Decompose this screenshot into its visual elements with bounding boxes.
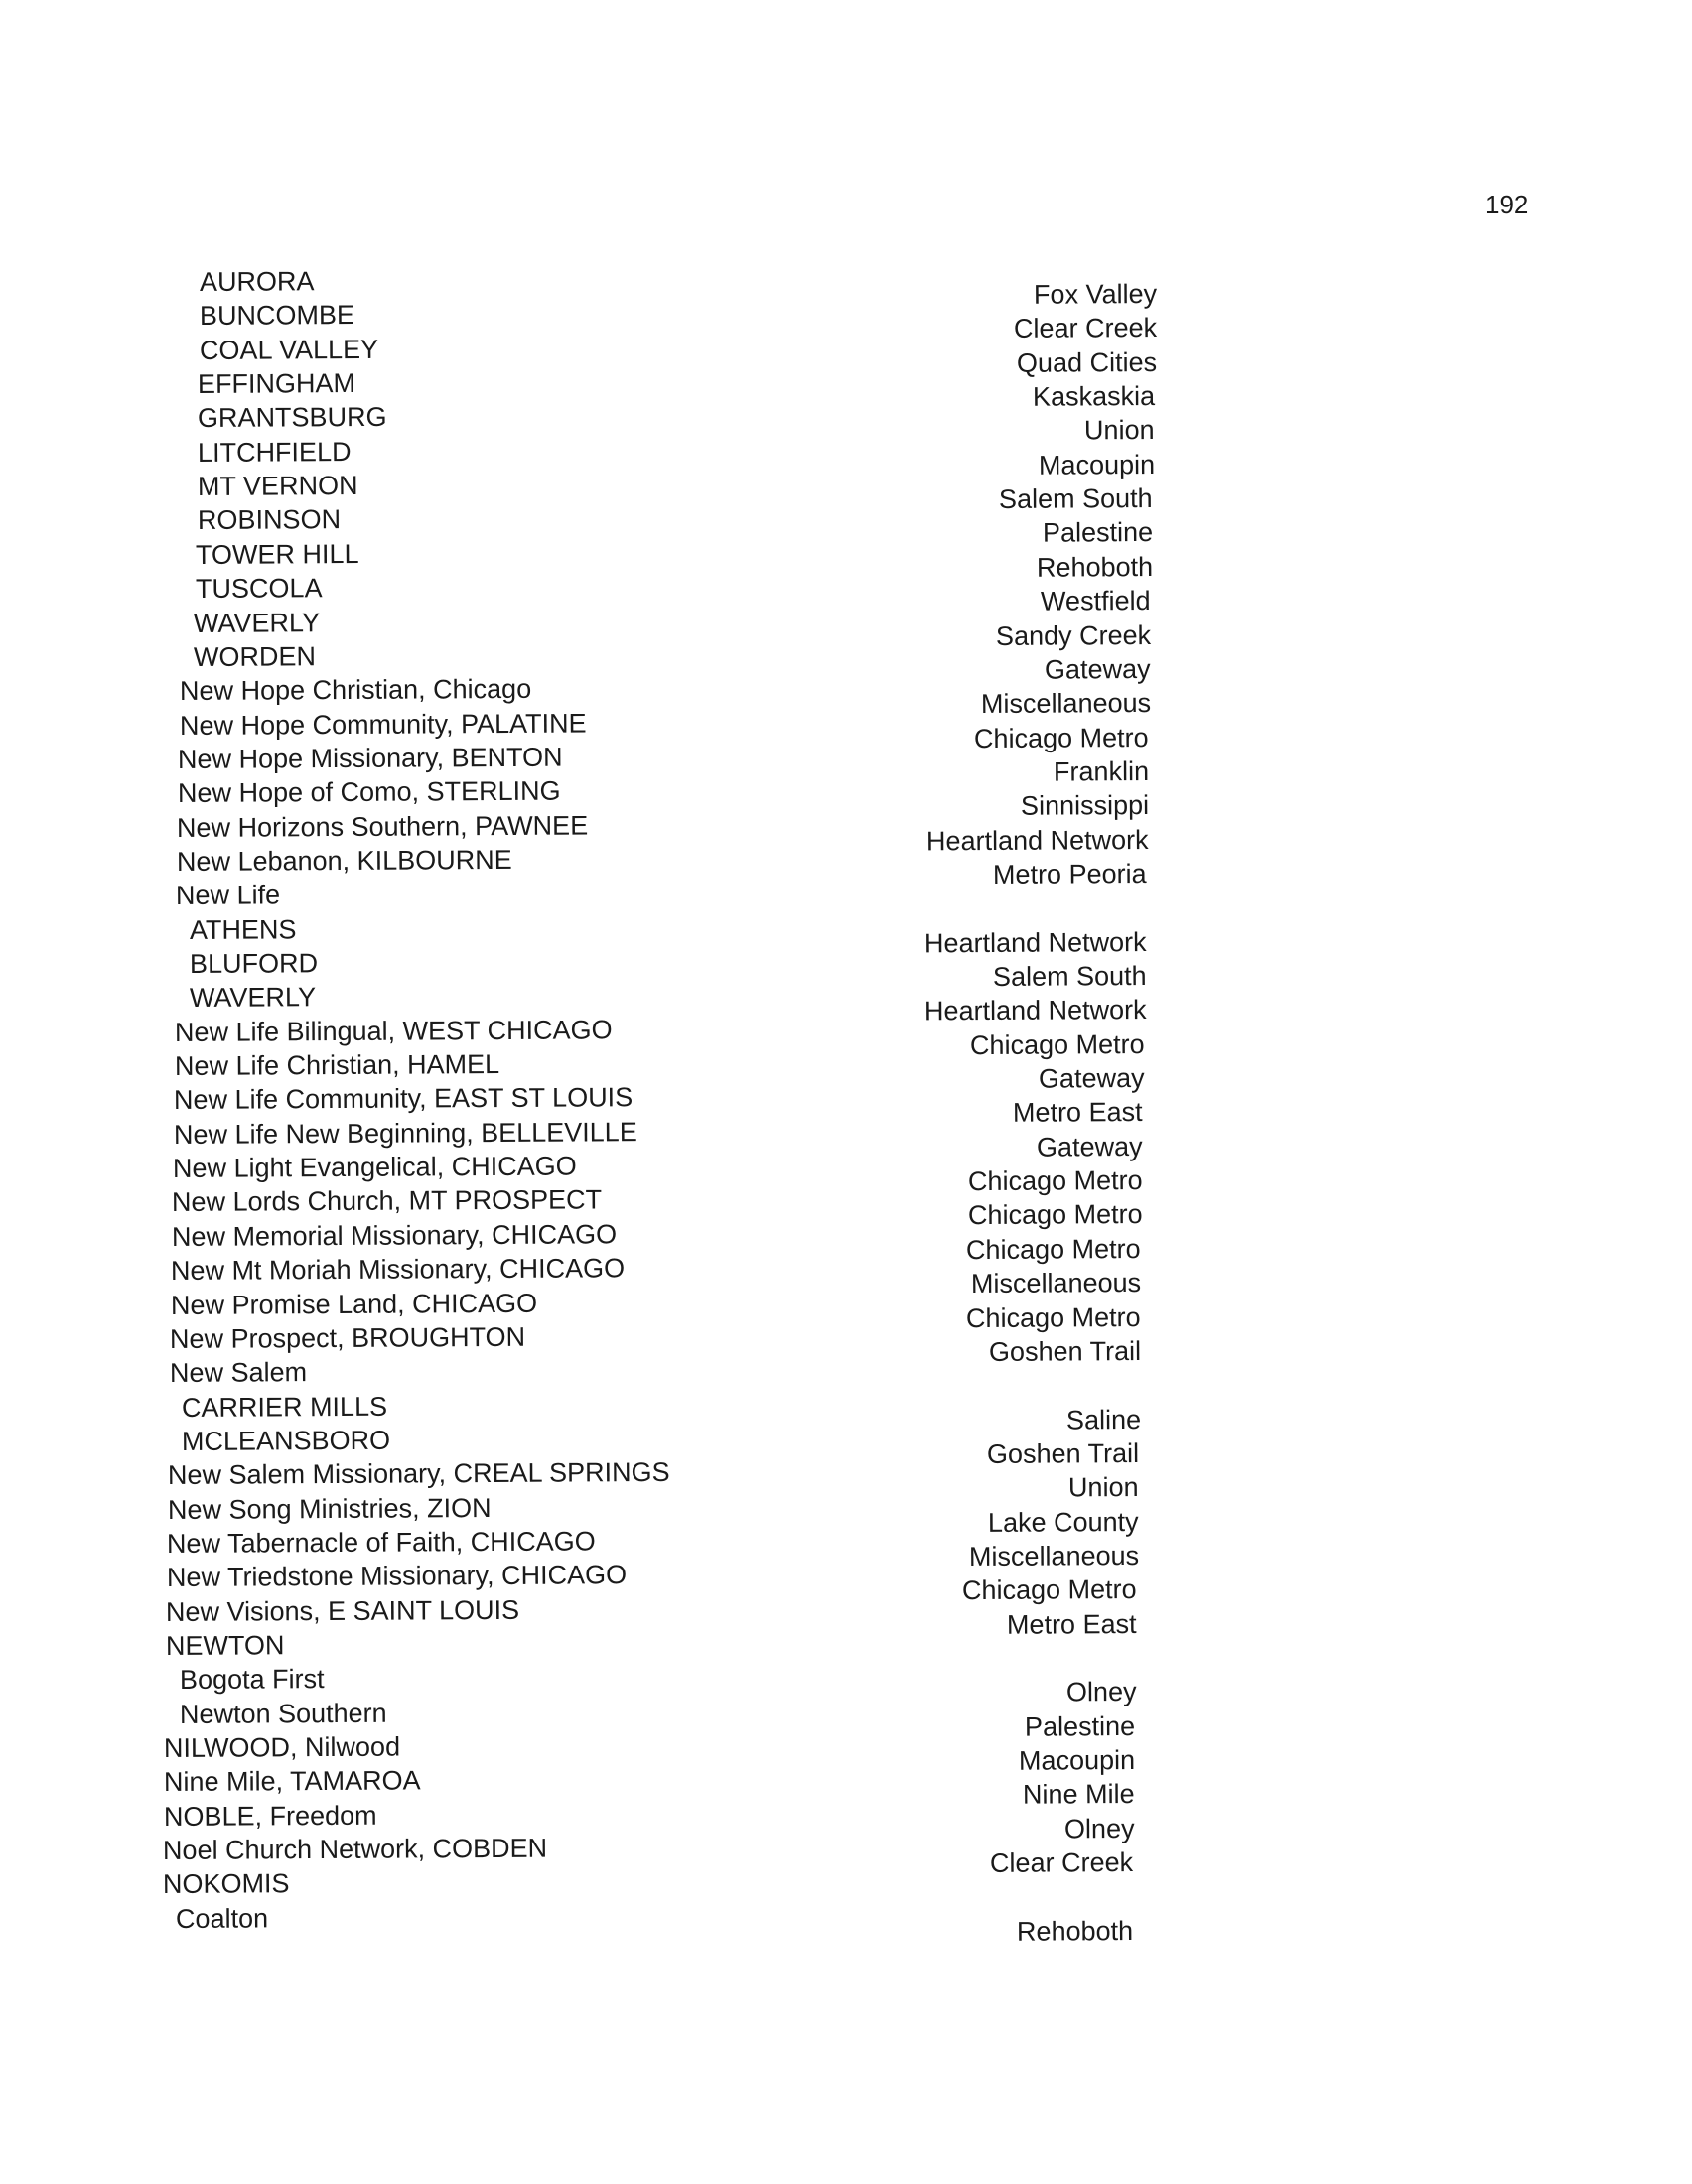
page-number: 192 <box>1485 190 1529 219</box>
entry-name: New Hope Christian, Chicago <box>179 673 532 706</box>
entry-association: Fox Valley <box>1033 279 1158 310</box>
entry-association: Clear Creek <box>989 1847 1134 1878</box>
entry-association: Salem South <box>999 483 1154 514</box>
entry-name: TUSCOLA <box>195 573 323 604</box>
entry-association: Miscellaneous <box>980 688 1152 720</box>
entry-association: Heartland Network <box>924 995 1148 1026</box>
entry-name: New Light Evangelical, CHICAGO <box>172 1151 577 1183</box>
entry-name: Coalton <box>175 1903 269 1934</box>
entry-association: Miscellaneous <box>970 1268 1142 1299</box>
entry-name: Nine Mile, TAMAROA <box>163 1765 421 1797</box>
entry-association: Gateway <box>1037 1132 1144 1162</box>
entry-name: Bogota First <box>179 1664 325 1695</box>
entry-association: Clear Creek <box>1013 313 1158 343</box>
entry-association: Chicago Metro <box>968 1165 1144 1197</box>
entry-name: ROBINSON <box>197 504 342 535</box>
entry-name: COAL VALLEY <box>199 334 379 365</box>
entry-name: New Salem <box>169 1357 308 1388</box>
entry-association: Sinnissippi <box>1020 790 1150 821</box>
entry-name: New Promise Land, CHICAGO <box>170 1288 538 1320</box>
entry-association: Westfield <box>1041 586 1152 616</box>
entry-name: BLUFORD <box>189 948 319 979</box>
entry-association: Goshen Trail <box>988 1336 1142 1367</box>
entry-association: Nine Mile <box>1023 1779 1136 1810</box>
entry-association: Olney <box>1066 1677 1138 1707</box>
entry-name: New Salem Missionary, CREAL SPRINGS <box>167 1456 670 1490</box>
entry-name: New Hope Community, PALATINE <box>179 708 587 741</box>
entry-name: NOBLE, Freedom <box>163 1800 377 1832</box>
entry-association: Gateway <box>1039 1063 1146 1094</box>
entry-name: New Mt Moriah Missionary, CHICAGO <box>170 1253 626 1286</box>
entry-association: Palestine <box>1042 517 1154 548</box>
entry-association: Quad Cities <box>1016 347 1158 378</box>
entry-name: MCLEANSBORO <box>181 1425 391 1456</box>
entry-name: New Tabernacle of Faith, CHICAGO <box>166 1526 596 1559</box>
entry-name: New Life Community, EAST ST LOUIS <box>173 1082 634 1115</box>
entry-name: New Memorial Missionary, CHICAGO <box>171 1219 618 1252</box>
entry-association: Union <box>1084 415 1156 446</box>
entry-name: New Hope Missionary, BENTON <box>177 742 563 774</box>
entry-association: Heartland Network <box>926 825 1150 857</box>
entry-name: WORDEN <box>193 641 317 672</box>
entry-association: Metro Peoria <box>993 859 1148 889</box>
entry-association: Saline <box>1065 1405 1142 1435</box>
entry-association: Franklin <box>1053 756 1150 787</box>
entry-association: Lake County <box>988 1507 1140 1538</box>
entry-association: Sandy Creek <box>995 620 1152 651</box>
entry-name: Newton Southern <box>179 1698 387 1729</box>
entry-name: NILWOOD, Nilwood <box>163 1731 401 1763</box>
entry-association: Chicago Metro <box>970 1029 1146 1061</box>
entry-association: Chicago Metro <box>968 1199 1144 1231</box>
entry-name: New Horizons Southern, PAWNEE <box>176 810 589 843</box>
entry-name: New Lords Church, MT PROSPECT <box>171 1184 603 1217</box>
entry-name: NOKOMIS <box>162 1868 290 1899</box>
entry-association: Rehoboth <box>1036 552 1154 583</box>
entry-name: New Life Christian, HAMEL <box>174 1049 500 1081</box>
entry-name: GRANTSBURG <box>197 401 387 433</box>
entry-association: Metro East <box>1007 1609 1138 1640</box>
entry-name: New Triedstone Missionary, CHICAGO <box>166 1560 628 1592</box>
entry-association: Chicago Metro <box>974 723 1150 754</box>
entry-name: EFFINGHAM <box>197 368 356 399</box>
entry-name: Noel Church Network, COBDEN <box>162 1833 548 1865</box>
entry-name: New Life New Beginning, BELLEVILLE <box>173 1117 637 1150</box>
entry-association: Macoupin <box>1038 450 1156 480</box>
entry-name: New Hope of Como, STERLING <box>177 775 561 808</box>
entry-name: New Lebanon, KILBOURNE <box>176 844 512 877</box>
entry-association: Chicago Metro <box>966 1302 1142 1334</box>
entry-association: Chicago Metro <box>966 1234 1142 1266</box>
entry-name: New Prospect, BROUGHTON <box>169 1321 526 1354</box>
entry-name: NEWTON <box>165 1630 285 1661</box>
entry-association: Rehoboth <box>1016 1916 1134 1947</box>
entry-association: Salem South <box>993 961 1148 992</box>
entry-association: Union <box>1068 1472 1140 1503</box>
entry-name: New Life <box>175 880 281 910</box>
entry-association: Kaskaskia <box>1032 381 1156 412</box>
entry-name: MT VERNON <box>197 471 358 501</box>
entry-name: New Life Bilingual, WEST CHICAGO <box>174 1015 613 1047</box>
entry-name: CARRIER MILLS <box>181 1391 388 1423</box>
entry-association: Palestine <box>1024 1711 1136 1742</box>
entry-name: LITCHFIELD <box>197 437 352 468</box>
entry-name: AURORA <box>199 266 315 297</box>
entry-association: Metro East <box>1013 1097 1144 1128</box>
entry-association: Gateway <box>1045 654 1152 685</box>
entry-name: BUNCOMBE <box>199 300 355 331</box>
entry-name: New Song Ministries, ZION <box>167 1493 492 1525</box>
entry-association: Chicago Metro <box>962 1574 1138 1606</box>
entry-name: WAVERLY <box>193 608 321 638</box>
entry-name: WAVERLY <box>189 982 317 1013</box>
entry-name: New Visions, E SAINT LOUIS <box>165 1594 520 1627</box>
entry-association: Olney <box>1064 1814 1136 1844</box>
entry-association: Heartland Network <box>924 927 1148 959</box>
entry-name: TOWER HILL <box>195 538 359 570</box>
entry-name: ATHENS <box>189 914 297 945</box>
entry-association: Miscellaneous <box>968 1541 1140 1572</box>
entry-association: Macoupin <box>1018 1745 1136 1776</box>
entry-association: Goshen Trail <box>986 1438 1140 1469</box>
